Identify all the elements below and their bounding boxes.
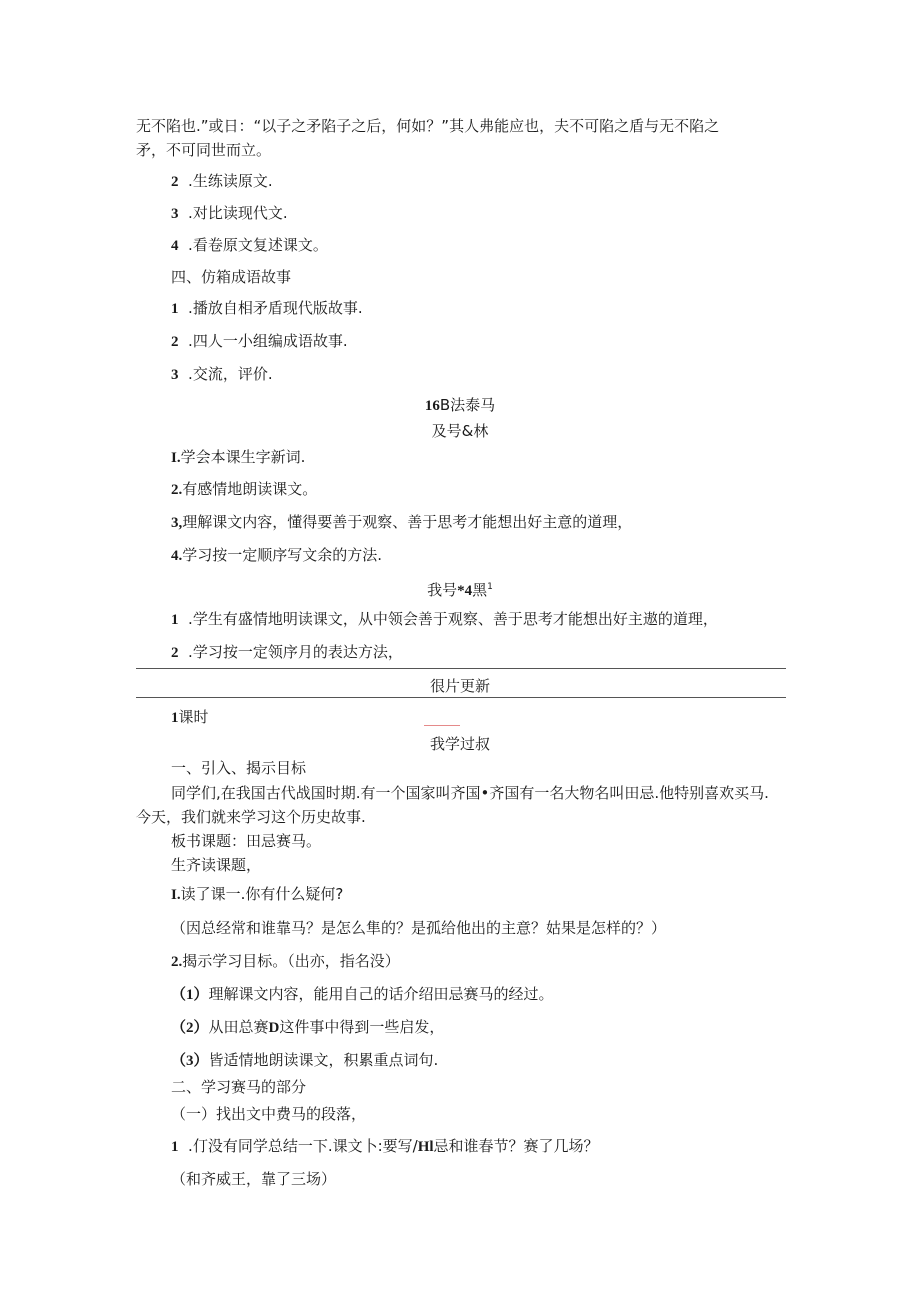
goal-item: 4.学习按一定顺序写文余的方法.: [171, 546, 383, 564]
goal-item: I.学会本课生字新词.: [171, 448, 306, 466]
sub-goal: （2）从田总赛D这件事中得到一些启发，: [171, 1018, 445, 1036]
table-heading: 很片更新: [429, 677, 490, 695]
process-heading: 我学过叔: [429, 735, 490, 753]
lesson-subtitle: 及号&林: [431, 422, 489, 440]
intro-line: 板书课题：田忌赛马。: [171, 832, 322, 850]
question-item: I.读了课一.你有什么疑何?: [171, 885, 344, 903]
red-mark: [424, 725, 460, 726]
intro-line: 生齐读课题，: [171, 856, 262, 874]
goal-reveal: 2.揭示学习目标。（出亦，指名没）: [171, 952, 400, 970]
intro-line: 今天，我们就来学习这个历史故事.: [136, 808, 366, 826]
goal-item: 2.有感情地朗读课文。: [171, 480, 318, 498]
lesson-title: 16B法泰马: [424, 396, 496, 414]
section-heading: 四、仿箱成语故事: [171, 268, 292, 286]
keypoint-item: 1 .学生有盛情地明读课文，从中领会善于观察、善于思考才能想出好主遨的道理，: [171, 610, 718, 628]
step-item: 2 .生练读原文.: [171, 172, 273, 190]
sub-goal: （1）理解课文内容，能用自己的话介绍田忌赛马的经过。: [171, 985, 554, 1003]
divider-top: [136, 668, 786, 669]
divider-bottom: [136, 697, 786, 698]
keypoints-heading: 我号*4黑$^1$: [427, 581, 493, 599]
step-item: 4 .看卷原文复述课文。: [171, 236, 328, 254]
question-answer: （和齐威王，靠了三场）: [171, 1170, 337, 1188]
step-item: 2 .四人一小组编成语故事.: [171, 332, 348, 350]
step-item: 1 .播放自相矛盾现代版故事.: [171, 299, 363, 317]
goal-item: 3,理解课文内容，懂得要善于观察、善于思考才能想出好主意的道理，: [171, 513, 633, 531]
section-subheading: （一）找出文中费马的段落，: [171, 1105, 367, 1123]
intro-line: 同学们,在我国古代战国时期.有一个国家叫齐国•齐国有一名大物名叫田忌.他特别喜欢买马.: [171, 784, 769, 802]
question-answer: （因总经常和谁靠马？是怎么隼的？是孤给他出的主意？姑果是怎样的？）: [171, 919, 667, 937]
section-heading: 二、学习赛马的部分: [171, 1078, 307, 1096]
sub-goal: （3）皆适情地朗读课文，积累重点词句.: [171, 1051, 439, 1069]
question-item: 1 .仃没有同学总结一下.课文卜:要写/Hl忌和谁春节？赛了几场？: [171, 1137, 599, 1155]
section-heading: 一、引入、揭示目标: [171, 759, 307, 777]
paragraph-line: 矛，不可同世而立。: [136, 141, 272, 159]
step-item: 3 .交流，评价.: [171, 365, 273, 383]
keypoint-item: 2 .学习按一定领序月的表达方法，: [171, 643, 403, 661]
step-item: 3 .对比读现代文.: [171, 204, 288, 222]
paragraph-line: 无不陷也.”或日：“以子之矛陷子之后，何如？”其人弗能应也，夫不可陷之盾与无不陷之: [136, 117, 720, 135]
period-label: 1课时: [171, 708, 209, 726]
